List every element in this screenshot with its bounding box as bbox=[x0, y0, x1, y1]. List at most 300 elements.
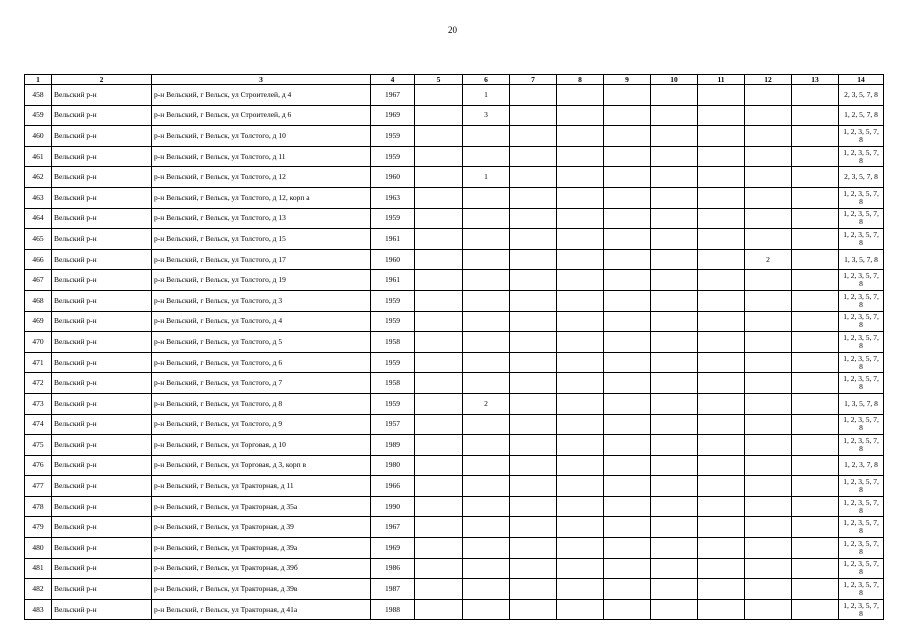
col9-cell bbox=[604, 414, 651, 435]
column-header: 9 bbox=[604, 75, 651, 85]
table-row bbox=[25, 414, 884, 435]
table-row bbox=[25, 496, 884, 517]
col6-cell bbox=[463, 538, 510, 559]
col8-cell bbox=[557, 373, 604, 394]
col9-cell bbox=[604, 393, 651, 414]
col9-cell bbox=[604, 435, 651, 456]
year-cell: 1961 bbox=[371, 270, 415, 291]
address-cell: р-н Вельский, г Вельск, ул Тракторная, д 39а bbox=[152, 538, 371, 559]
col10-cell bbox=[651, 414, 698, 435]
district-cell: Вельский р-н bbox=[52, 126, 152, 147]
col10-cell bbox=[651, 393, 698, 414]
col10-cell bbox=[651, 270, 698, 291]
address-cell: р-н Вельский, г Вельск, ул Толстого, д 12, корп а bbox=[152, 187, 371, 208]
col7-cell bbox=[510, 558, 557, 579]
col14-cell: 1, 2, 3, 5, 7, 8 bbox=[839, 599, 884, 620]
col7-cell bbox=[510, 229, 557, 250]
year-cell: 1959 bbox=[371, 311, 415, 332]
address-cell: р-н Вельский, г Вельск, ул Торговая, д 10 bbox=[152, 435, 371, 456]
col5-cell bbox=[415, 146, 463, 167]
district-cell: Вельский р-н bbox=[52, 455, 152, 476]
year-cell: 1961 bbox=[371, 229, 415, 250]
col6-cell: 3 bbox=[463, 105, 510, 126]
table-row bbox=[25, 126, 884, 147]
col6-cell bbox=[463, 414, 510, 435]
col5-cell bbox=[415, 373, 463, 394]
col5-cell bbox=[415, 311, 463, 332]
col13-cell bbox=[792, 538, 839, 559]
page-number: 20 bbox=[448, 25, 457, 35]
col10-cell bbox=[651, 599, 698, 620]
district-cell: Вельский р-н bbox=[52, 208, 152, 229]
year-cell: 1987 bbox=[371, 579, 415, 600]
col11-cell bbox=[698, 517, 745, 538]
col5-cell bbox=[415, 167, 463, 188]
col8-cell bbox=[557, 249, 604, 270]
col5-cell bbox=[415, 393, 463, 414]
col14-cell: 1, 3, 5, 7, 8 bbox=[839, 393, 884, 414]
col5-cell bbox=[415, 352, 463, 373]
col9-cell bbox=[604, 599, 651, 620]
col6-cell bbox=[463, 496, 510, 517]
col7-cell bbox=[510, 187, 557, 208]
district-cell: Вельский р-н bbox=[52, 538, 152, 559]
row-number-cell: 480 bbox=[25, 538, 52, 559]
col8-cell bbox=[557, 352, 604, 373]
col9-cell bbox=[604, 167, 651, 188]
col10-cell bbox=[651, 208, 698, 229]
column-header: 13 bbox=[792, 75, 839, 85]
row-number-cell: 459 bbox=[25, 105, 52, 126]
col13-cell bbox=[792, 105, 839, 126]
column-header: 14 bbox=[839, 75, 884, 85]
table-row bbox=[25, 517, 884, 538]
address-cell: р-н Вельский, г Вельск, ул Строителей, д 6 bbox=[152, 105, 371, 126]
row-number-cell: 471 bbox=[25, 352, 52, 373]
col13-cell bbox=[792, 208, 839, 229]
col9-cell bbox=[604, 290, 651, 311]
column-header: 1 bbox=[25, 75, 52, 85]
col10-cell bbox=[651, 311, 698, 332]
year-cell: 1967 bbox=[371, 85, 415, 106]
col5-cell bbox=[415, 85, 463, 106]
col7-cell bbox=[510, 393, 557, 414]
col13-cell bbox=[792, 270, 839, 291]
year-cell: 1963 bbox=[371, 187, 415, 208]
district-cell: Вельский р-н bbox=[52, 496, 152, 517]
col9-cell bbox=[604, 517, 651, 538]
row-number-cell: 465 bbox=[25, 229, 52, 250]
row-number-cell: 468 bbox=[25, 290, 52, 311]
col6-cell bbox=[463, 290, 510, 311]
year-cell: 1980 bbox=[371, 455, 415, 476]
col14-cell: 2, 3, 5, 7, 8 bbox=[839, 167, 884, 188]
year-cell: 1960 bbox=[371, 167, 415, 188]
col8-cell bbox=[557, 85, 604, 106]
register-table bbox=[24, 74, 884, 620]
col5-cell bbox=[415, 208, 463, 229]
col8-cell bbox=[557, 455, 604, 476]
col12-cell bbox=[745, 208, 792, 229]
col5-cell bbox=[415, 599, 463, 620]
col6-cell bbox=[463, 579, 510, 600]
year-cell: 1988 bbox=[371, 599, 415, 620]
col5-cell bbox=[415, 414, 463, 435]
col10-cell bbox=[651, 85, 698, 106]
table-row bbox=[25, 435, 884, 456]
col10-cell bbox=[651, 496, 698, 517]
col12-cell bbox=[745, 85, 792, 106]
col7-cell bbox=[510, 476, 557, 497]
col13-cell bbox=[792, 393, 839, 414]
col7-cell bbox=[510, 85, 557, 106]
col8-cell bbox=[557, 208, 604, 229]
row-number-cell: 479 bbox=[25, 517, 52, 538]
row-number-cell: 481 bbox=[25, 558, 52, 579]
col11-cell bbox=[698, 187, 745, 208]
col10-cell bbox=[651, 167, 698, 188]
col8-cell bbox=[557, 414, 604, 435]
col13-cell bbox=[792, 496, 839, 517]
row-number-cell: 462 bbox=[25, 167, 52, 188]
year-cell: 1958 bbox=[371, 373, 415, 394]
district-cell: Вельский р-н bbox=[52, 476, 152, 497]
row-number-cell: 458 bbox=[25, 85, 52, 106]
year-cell: 1959 bbox=[371, 393, 415, 414]
row-number-cell: 461 bbox=[25, 146, 52, 167]
col8-cell bbox=[557, 146, 604, 167]
year-cell: 1958 bbox=[371, 332, 415, 353]
address-cell: р-н Вельский, г Вельск, ул Толстого, д 7 bbox=[152, 373, 371, 394]
row-number-cell: 469 bbox=[25, 311, 52, 332]
col11-cell bbox=[698, 599, 745, 620]
col12-cell bbox=[745, 558, 792, 579]
col13-cell bbox=[792, 558, 839, 579]
col7-cell bbox=[510, 579, 557, 600]
col10-cell bbox=[651, 579, 698, 600]
year-cell: 1969 bbox=[371, 538, 415, 559]
col10-cell bbox=[651, 332, 698, 353]
col9-cell bbox=[604, 105, 651, 126]
col13-cell bbox=[792, 435, 839, 456]
col12-cell bbox=[745, 146, 792, 167]
col7-cell bbox=[510, 105, 557, 126]
col7-cell bbox=[510, 496, 557, 517]
col14-cell: 1, 2, 3, 5, 7, 8 bbox=[839, 208, 884, 229]
col14-cell: 1, 2, 3, 5, 7, 8 bbox=[839, 146, 884, 167]
col14-cell: 1, 2, 3, 5, 7, 8 bbox=[839, 373, 884, 394]
col8-cell bbox=[557, 496, 604, 517]
district-cell: Вельский р-н bbox=[52, 187, 152, 208]
col12-cell bbox=[745, 373, 792, 394]
col10-cell bbox=[651, 517, 698, 538]
column-header: 12 bbox=[745, 75, 792, 85]
district-cell: Вельский р-н bbox=[52, 270, 152, 291]
address-cell: р-н Вельский, г Вельск, ул Толстого, д 6 bbox=[152, 352, 371, 373]
col13-cell bbox=[792, 146, 839, 167]
col11-cell bbox=[698, 579, 745, 600]
table-row bbox=[25, 332, 884, 353]
col5-cell bbox=[415, 455, 463, 476]
address-cell: р-н Вельский, г Вельск, ул Толстого, д 19 bbox=[152, 270, 371, 291]
col14-cell: 1, 2, 3, 5, 7, 8 bbox=[839, 290, 884, 311]
col12-cell bbox=[745, 496, 792, 517]
col6-cell: 2 bbox=[463, 393, 510, 414]
col10-cell bbox=[651, 146, 698, 167]
col12-cell bbox=[745, 393, 792, 414]
district-cell: Вельский р-н bbox=[52, 146, 152, 167]
district-cell: Вельский р-н bbox=[52, 332, 152, 353]
col5-cell bbox=[415, 187, 463, 208]
col8-cell bbox=[557, 105, 604, 126]
col11-cell bbox=[698, 538, 745, 559]
col7-cell bbox=[510, 373, 557, 394]
col6-cell: 1 bbox=[463, 167, 510, 188]
col9-cell bbox=[604, 146, 651, 167]
col5-cell bbox=[415, 517, 463, 538]
col8-cell bbox=[557, 599, 604, 620]
col11-cell bbox=[698, 393, 745, 414]
col12-cell bbox=[745, 126, 792, 147]
district-cell: Вельский р-н bbox=[52, 290, 152, 311]
address-cell: р-н Вельский, г Вельск, ул Строителей, д 4 bbox=[152, 85, 371, 106]
address-cell: р-н Вельский, г Вельск, ул Толстого, д 5 bbox=[152, 332, 371, 353]
col8-cell bbox=[557, 393, 604, 414]
address-cell: р-н Вельский, г Вельск, ул Толстого, д 15 bbox=[152, 229, 371, 250]
year-cell: 1959 bbox=[371, 146, 415, 167]
district-cell: Вельский р-н bbox=[52, 599, 152, 620]
district-cell: Вельский р-н bbox=[52, 249, 152, 270]
col11-cell bbox=[698, 270, 745, 291]
col5-cell bbox=[415, 290, 463, 311]
col8-cell bbox=[557, 435, 604, 456]
col5-cell bbox=[415, 249, 463, 270]
col8-cell bbox=[557, 229, 604, 250]
address-cell: р-н Вельский, г Вельск, ул Тракторная, д 39б bbox=[152, 558, 371, 579]
table-row bbox=[25, 476, 884, 497]
col12-cell bbox=[745, 290, 792, 311]
table-body bbox=[25, 85, 884, 620]
col10-cell bbox=[651, 373, 698, 394]
address-cell: р-н Вельский, г Вельск, ул Толстого, д 3 bbox=[152, 290, 371, 311]
col9-cell bbox=[604, 455, 651, 476]
col5-cell bbox=[415, 270, 463, 291]
col14-cell: 1, 2, 3, 5, 7, 8 bbox=[839, 229, 884, 250]
col6-cell bbox=[463, 187, 510, 208]
col7-cell bbox=[510, 455, 557, 476]
col6-cell bbox=[463, 599, 510, 620]
table-row bbox=[25, 187, 884, 208]
district-cell: Вельский р-н bbox=[52, 517, 152, 538]
col12-cell bbox=[745, 105, 792, 126]
col7-cell bbox=[510, 146, 557, 167]
col13-cell bbox=[792, 290, 839, 311]
col8-cell bbox=[557, 558, 604, 579]
col11-cell bbox=[698, 126, 745, 147]
col11-cell bbox=[698, 311, 745, 332]
table-row bbox=[25, 558, 884, 579]
col7-cell bbox=[510, 249, 557, 270]
district-cell: Вельский р-н bbox=[52, 579, 152, 600]
col6-cell bbox=[463, 311, 510, 332]
row-number-cell: 470 bbox=[25, 332, 52, 353]
col6-cell bbox=[463, 352, 510, 373]
row-number-cell: 467 bbox=[25, 270, 52, 291]
col12-cell bbox=[745, 538, 792, 559]
col8-cell bbox=[557, 538, 604, 559]
col7-cell bbox=[510, 167, 557, 188]
col9-cell bbox=[604, 85, 651, 106]
col12-cell bbox=[745, 579, 792, 600]
district-cell: Вельский р-н bbox=[52, 167, 152, 188]
col9-cell bbox=[604, 558, 651, 579]
district-cell: Вельский р-н bbox=[52, 393, 152, 414]
year-cell: 1986 bbox=[371, 558, 415, 579]
col9-cell bbox=[604, 126, 651, 147]
col8-cell bbox=[557, 126, 604, 147]
col7-cell bbox=[510, 435, 557, 456]
row-number-cell: 483 bbox=[25, 599, 52, 620]
col7-cell bbox=[510, 538, 557, 559]
address-cell: р-н Вельский, г Вельск, ул Тракторная, д 39 bbox=[152, 517, 371, 538]
col9-cell bbox=[604, 249, 651, 270]
col12-cell bbox=[745, 517, 792, 538]
district-cell: Вельский р-н bbox=[52, 558, 152, 579]
col6-cell bbox=[463, 476, 510, 497]
year-cell: 1957 bbox=[371, 414, 415, 435]
col13-cell bbox=[792, 332, 839, 353]
col9-cell bbox=[604, 229, 651, 250]
col8-cell bbox=[557, 517, 604, 538]
col6-cell bbox=[463, 208, 510, 229]
table-row bbox=[25, 208, 884, 229]
table-row bbox=[25, 85, 884, 106]
col10-cell bbox=[651, 476, 698, 497]
col10-cell bbox=[651, 229, 698, 250]
address-cell: р-н Вельский, г Вельск, ул Толстого, д 10 bbox=[152, 126, 371, 147]
col13-cell bbox=[792, 85, 839, 106]
col6-cell bbox=[463, 517, 510, 538]
table-row bbox=[25, 373, 884, 394]
col9-cell bbox=[604, 579, 651, 600]
col8-cell bbox=[557, 187, 604, 208]
col11-cell bbox=[698, 496, 745, 517]
col10-cell bbox=[651, 249, 698, 270]
row-number-cell: 482 bbox=[25, 579, 52, 600]
col5-cell bbox=[415, 496, 463, 517]
col10-cell bbox=[651, 290, 698, 311]
year-cell: 1959 bbox=[371, 352, 415, 373]
year-cell: 1969 bbox=[371, 105, 415, 126]
col11-cell bbox=[698, 373, 745, 394]
col13-cell bbox=[792, 455, 839, 476]
col13-cell bbox=[792, 229, 839, 250]
year-cell: 1990 bbox=[371, 496, 415, 517]
col9-cell bbox=[604, 208, 651, 229]
column-header: 3 bbox=[152, 75, 371, 85]
col11-cell bbox=[698, 435, 745, 456]
col11-cell bbox=[698, 167, 745, 188]
col11-cell bbox=[698, 85, 745, 106]
column-header: 7 bbox=[510, 75, 557, 85]
district-cell: Вельский р-н bbox=[52, 352, 152, 373]
col6-cell bbox=[463, 455, 510, 476]
col13-cell bbox=[792, 126, 839, 147]
col13-cell bbox=[792, 414, 839, 435]
col9-cell bbox=[604, 332, 651, 353]
col9-cell bbox=[604, 496, 651, 517]
district-cell: Вельский р-н bbox=[52, 435, 152, 456]
col11-cell bbox=[698, 229, 745, 250]
col14-cell: 1, 2, 3, 5, 7, 8 bbox=[839, 332, 884, 353]
address-cell: р-н Вельский, г Вельск, ул Тракторная, д 41а bbox=[152, 599, 371, 620]
col14-cell: 1, 2, 3, 5, 7, 8 bbox=[839, 270, 884, 291]
table-row bbox=[25, 167, 884, 188]
district-cell: Вельский р-н bbox=[52, 311, 152, 332]
col13-cell bbox=[792, 599, 839, 620]
col12-cell bbox=[745, 476, 792, 497]
col5-cell bbox=[415, 105, 463, 126]
col13-cell bbox=[792, 167, 839, 188]
row-number-cell: 464 bbox=[25, 208, 52, 229]
col8-cell bbox=[557, 332, 604, 353]
col12-cell bbox=[745, 599, 792, 620]
address-cell: р-н Вельский, г Вельск, ул Толстого, д 13 bbox=[152, 208, 371, 229]
col9-cell bbox=[604, 311, 651, 332]
col14-cell: 1, 2, 3, 5, 7, 8 bbox=[839, 558, 884, 579]
col14-cell: 1, 2, 3, 5, 7, 8 bbox=[839, 538, 884, 559]
col12-cell: 2 bbox=[745, 249, 792, 270]
col14-cell: 1, 2, 3, 5, 7, 8 bbox=[839, 311, 884, 332]
table-row bbox=[25, 311, 884, 332]
district-cell: Вельский р-н bbox=[52, 85, 152, 106]
table-row bbox=[25, 352, 884, 373]
col12-cell bbox=[745, 455, 792, 476]
col11-cell bbox=[698, 290, 745, 311]
col6-cell: 1 bbox=[463, 85, 510, 106]
address-cell: р-н Вельский, г Вельск, ул Тракторная, д 11 bbox=[152, 476, 371, 497]
col5-cell bbox=[415, 435, 463, 456]
col11-cell bbox=[698, 455, 745, 476]
col13-cell bbox=[792, 476, 839, 497]
column-header: 5 bbox=[415, 75, 463, 85]
col9-cell bbox=[604, 373, 651, 394]
col7-cell bbox=[510, 332, 557, 353]
table-row bbox=[25, 290, 884, 311]
row-number-cell: 478 bbox=[25, 496, 52, 517]
col11-cell bbox=[698, 332, 745, 353]
col12-cell bbox=[745, 229, 792, 250]
col5-cell bbox=[415, 538, 463, 559]
col11-cell bbox=[698, 352, 745, 373]
row-number-cell: 474 bbox=[25, 414, 52, 435]
row-number-cell: 472 bbox=[25, 373, 52, 394]
col12-cell bbox=[745, 187, 792, 208]
col6-cell bbox=[463, 146, 510, 167]
col8-cell bbox=[557, 579, 604, 600]
col13-cell bbox=[792, 517, 839, 538]
col11-cell bbox=[698, 146, 745, 167]
col5-cell bbox=[415, 579, 463, 600]
table-row bbox=[25, 270, 884, 291]
district-cell: Вельский р-н bbox=[52, 373, 152, 394]
col13-cell bbox=[792, 311, 839, 332]
col12-cell bbox=[745, 270, 792, 291]
table-row bbox=[25, 146, 884, 167]
col13-cell bbox=[792, 373, 839, 394]
table-row bbox=[25, 599, 884, 620]
col6-cell bbox=[463, 249, 510, 270]
